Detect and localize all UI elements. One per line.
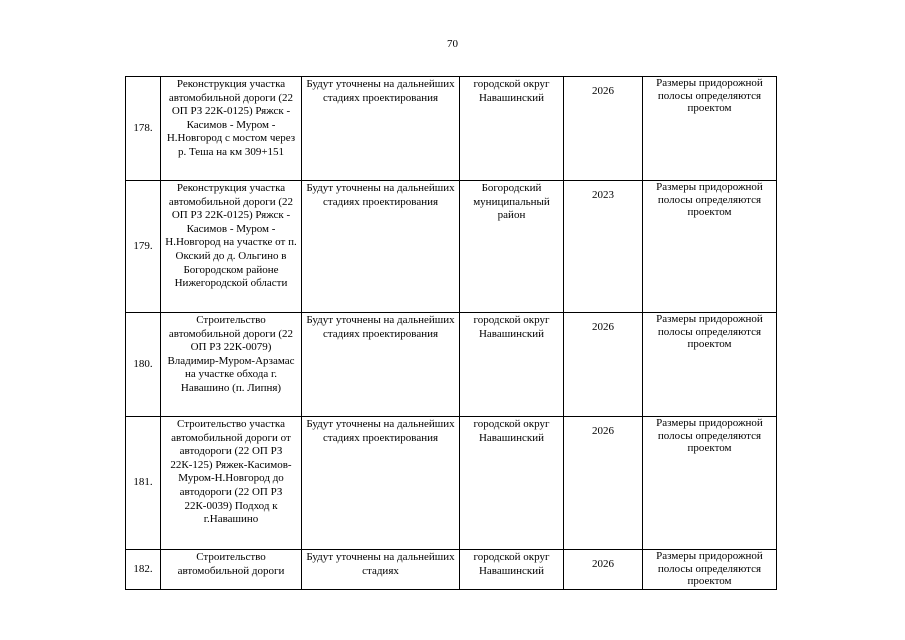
object-location: городской округ Навашинский — [460, 417, 564, 550]
roadside-strip-size: Размеры придорожной полосы определяются проектом — [643, 550, 777, 590]
row-number: 179. — [126, 181, 161, 313]
roadside-strip-size: Размеры придорожной полосы определяются проектом — [643, 181, 777, 313]
roadside-strip-size: Размеры придорожной полосы определяются проектом — [643, 313, 777, 417]
object-name: Строительство автомобильной дороги — [161, 550, 302, 590]
roadside-strip-size: Размеры придорожной полосы определяются проектом — [643, 417, 777, 550]
table-row — [126, 417, 777, 550]
object-location: городской округ Навашинский — [460, 550, 564, 590]
row-number: 181. — [126, 417, 161, 550]
object-coordinates: Будут уточнены на дальнейших стадиях — [302, 550, 460, 590]
row-number: 182. — [126, 550, 161, 590]
object-year: 2023 — [564, 181, 643, 313]
object-name: Строительство автомобильной дороги (22 ОП РЗ 22К-0079) Владимир-Муром-Арзамас на участке обхода г. Навашино (п. Липня) — [161, 313, 302, 417]
table-row — [126, 77, 777, 181]
page-number: 70 — [447, 38, 458, 50]
object-name: Строительство участка автомобильной дороги от автодороги (22 ОП РЗ 22К-125) Ряжек-Касимов- Муром-Н.Новгород до автодороги (22 ОП РЗ 22К-0039) Подход к г.Навашино — [161, 417, 302, 550]
object-location: Богородский муниципальный район — [460, 181, 564, 313]
row-number: 178. — [126, 77, 161, 181]
table-row — [126, 313, 777, 417]
roadside-strip-size: Размеры придорожной полосы определяются проектом — [643, 77, 777, 181]
object-year: 2026 — [564, 313, 643, 417]
object-coordinates: Будут уточнены на дальнейших стадиях проектирования — [302, 181, 460, 313]
object-name: Реконструкция участка автомобильной дороги (22 ОП РЗ 22К-0125) Ряжск - Касимов - Муром - Н.Новгород на участке от п. Окский до д. Ольгино в Богородском районе Нижегородской области — [161, 181, 302, 313]
object-location: городской округ Навашинский — [460, 313, 564, 417]
row-number: 180. — [126, 313, 161, 417]
objects-table — [125, 76, 777, 590]
object-location: городской округ Навашинский — [460, 77, 564, 181]
object-coordinates: Будут уточнены на дальнейших стадиях проектирования — [302, 417, 460, 550]
object-name: Реконструкция участка автомобильной дороги (22 ОП РЗ 22К-0125) Ряжск - Касимов - Муром - Н.Новгород с мостом через р. Теша на км 309+151 — [161, 77, 302, 181]
table-row — [126, 550, 777, 590]
object-year: 2026 — [564, 77, 643, 181]
table-row — [126, 181, 777, 313]
object-year: 2026 — [564, 417, 643, 550]
object-coordinates: Будут уточнены на дальнейших стадиях проектирования — [302, 313, 460, 417]
object-coordinates: Будут уточнены на дальнейших стадиях проектирования — [302, 77, 460, 181]
object-year: 2026 — [564, 550, 643, 590]
